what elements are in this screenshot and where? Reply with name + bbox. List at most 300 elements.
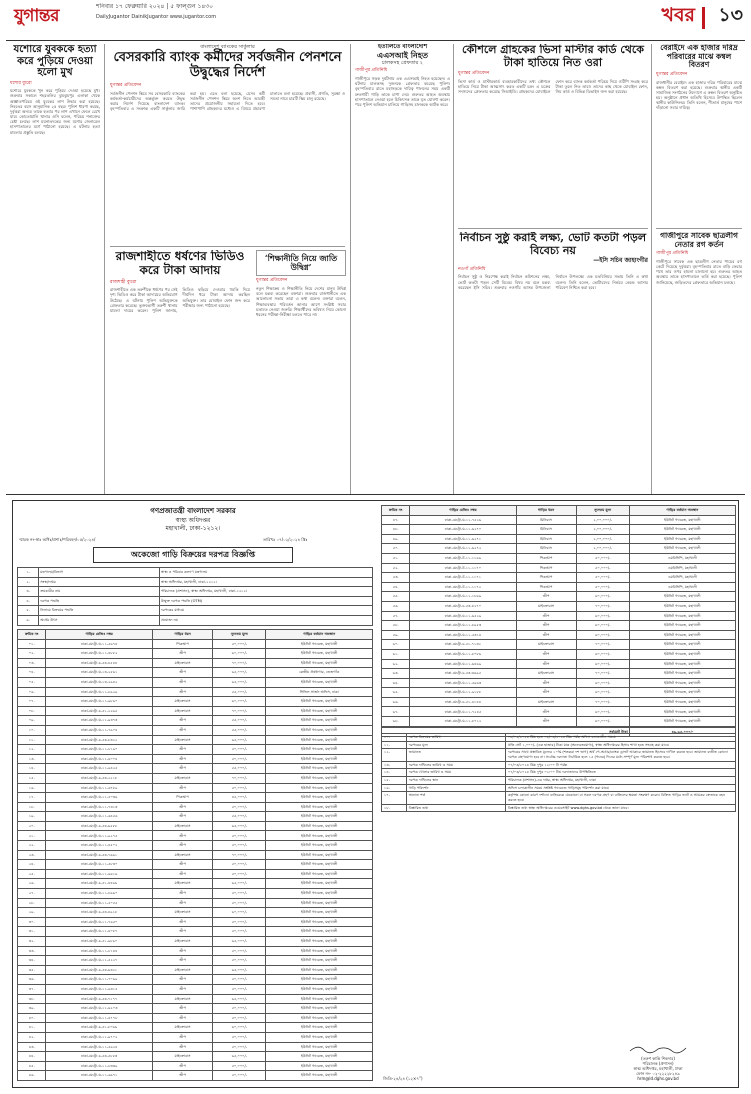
cell-n: ২৬. — [18, 879, 46, 889]
cell-price: ৬৫,০০০/- — [213, 937, 266, 947]
cell-n: ৪২. — [18, 1032, 46, 1042]
info-number: ২. — [18, 577, 39, 587]
subheadline: —ইসি সচিব জাহাংগীর — [593, 257, 648, 265]
article-rajshahi — [110, 250, 250, 490]
vehicle-list — [17, 629, 373, 1081]
cell-loc: ইউনিট গ্যারেজ, মহাখালী — [629, 630, 735, 640]
cell-price: ৫০,০০০/- — [213, 1032, 266, 1042]
cell-n: ৬০. — [382, 640, 410, 650]
cell-type: জীপ — [152, 860, 212, 870]
cell-reg: ঢাকা-মেট্রো-ঘ-১১-৭৩১৩ — [46, 802, 153, 812]
cell-price: ৬৫,০০০/- — [213, 677, 266, 687]
cell-type: মাইক্রোবাস — [152, 937, 212, 947]
terms-row — [382, 761, 736, 769]
cell-price: ৫০,০০০/- — [576, 553, 629, 563]
terms-key: দরপত্রের মূল্য — [406, 741, 505, 749]
cell-reg: ঢাকা-মেট্রো-ঘ-১১-৯৩১৫ — [46, 984, 153, 994]
article-body: গাজীপুরে সড়ক দুর্ঘটনায় এক এএসআই নিহত হয়েছেন। এ ঘটনায় চালকসহ দুজনকে গ্রেফতার করেছে পুলিশ। বৃহস্পতিবার রাতে মহাসড়কে দায়িত্ব পালনের সময় একটি দ্রুতগামী গাড়ি তাকে চাপা দেয়। গুরুতর আহত অবস্থায় হাসপাতালে নেওয়া হলে চিকিৎসক তাকে মৃত ঘোষণা করেন। পরে পুলিশ অভিযান চালিয়ে গাড়িসহ চালককে আটক করে। — [355, 75, 450, 107]
cell-type: মিনিবাস — [516, 544, 576, 554]
cell-price: ৫৫,০০০/- — [213, 764, 266, 774]
info-value: স্বাস্থ্য ও পরিবার কল্যাণ মন্ত্রণালয় — [159, 568, 372, 578]
total-label: সর্বমোট টাকা — [382, 727, 630, 737]
info-value: উন্মুক্ত দরপত্র পদ্ধতি (OTM) — [159, 596, 372, 606]
cell-price: ৬০,০০০/- — [576, 707, 629, 717]
cell-type: মাইক্রোবাস — [152, 735, 212, 745]
cell-price: ৬০,০০০/- — [576, 621, 629, 631]
cell-reg: ঢাকা-মেট্রো-ঘ-১১-৫০৫৫ — [46, 898, 153, 908]
cell-type: মিনিবাস — [516, 515, 576, 525]
cell-price: ৫০,০০০/- — [213, 917, 266, 927]
cell-type: মাইক্রোবাস — [152, 879, 212, 889]
byline: যুগান্তর প্রতিবেদন — [110, 83, 142, 89]
cell-n: ৩৬. — [18, 975, 46, 985]
info-grid — [17, 567, 373, 626]
cell-n: ৩৭. — [18, 984, 46, 994]
column-header: ন্যূনতম মূল্য — [213, 630, 266, 640]
cell-loc: ইউনিট গ্যারেজ, মহাখালী — [266, 802, 373, 812]
info-value: স্বাস্থ্য অধিদপ্তর, মহাখালী, ঢাকা-১২১২। — [159, 577, 372, 587]
table-row — [18, 946, 373, 956]
cell-n: ৫৯. — [382, 630, 410, 640]
cell-price: ৬০,০০০/- — [576, 592, 629, 602]
terms-value: বিস্তারিত তথ্য স্বাস্থ্য অধিদপ্তরের ওয়েবসাইট www.dghs.gov.bd থেকে জানা যাবে। — [505, 804, 735, 812]
cell-type: জীপ — [516, 611, 576, 621]
cell-loc: ইউনিট গ্যারেজ, মহাখালী — [266, 965, 373, 975]
table-row — [382, 534, 736, 544]
cell-n: ৫৫. — [382, 592, 410, 602]
table-row — [18, 802, 373, 812]
cell-type: জীপ — [152, 1042, 212, 1052]
cell-price: ৫০,০০০/- — [213, 860, 266, 870]
cell-n: ৪৩. — [18, 1042, 46, 1052]
table-row — [18, 1032, 373, 1042]
cell-loc: ইউনিট গ্যারেজ, মহাখালী — [266, 1023, 373, 1033]
cell-price: ৫৫,০০০/- — [213, 716, 266, 726]
terms-row — [382, 769, 736, 777]
article-blanket — [656, 44, 742, 224]
cell-reg: ঢাকা-মেট্রো-ট-১১-১১৭০ — [410, 563, 516, 573]
headline: এএসআই নিহত — [376, 49, 428, 60]
column-divider — [651, 44, 652, 494]
terms-value: অফিস চলাকালীন সময়ে সংশ্লিষ্ট গ্যারেজে গাড়িসমূহ পরিদর্শন করা যাবে। — [505, 784, 735, 792]
cell-n: ৫৬. — [382, 601, 410, 611]
cell-type: পিকআপ — [516, 573, 576, 583]
cell-loc: ইউনিট গ্যারেজ, মহাখালী — [266, 764, 373, 774]
cell-reg: ঢাকা-মেট্রো-ঘ-১১-৫০৩৬ — [46, 793, 153, 803]
cell-price: ৬০,০০০/- — [576, 611, 629, 621]
cell-type: জীপ — [516, 678, 576, 688]
cell-type: জীপ — [152, 956, 212, 966]
cell-n: ১৭. — [18, 793, 46, 803]
terms-key: দরপত্র বিক্রয়ের তারিখ — [406, 734, 505, 742]
table-row — [18, 917, 373, 927]
cell-price: ৬০,০০০/- — [576, 717, 629, 727]
terms-value: পরিচালক (প্রশাসন)-এর দপ্তর, স্বাস্থ্য অধিদপ্তর, মহাখালী, ঢাকা — [505, 777, 735, 785]
cell-type: মাইক্রোবাস — [516, 601, 576, 611]
info-key: ক্রয়কারীর নাম — [39, 587, 160, 597]
table-row — [18, 821, 373, 831]
cell-loc: ইউনিট গ্যারেজ, মহাখালী — [266, 994, 373, 1004]
cell-reg: ঢাকা-মেট্রো-ঘ-১১-৪৮৮২ — [46, 649, 153, 659]
cell-price: ৫৫,০০০/- — [213, 725, 266, 735]
cell-loc: ইউনিট গ্যারেজ, মহাখালী — [629, 640, 735, 650]
headline: রাজশাহীতে ধর্ষণের ভিডিও করে টাকা আদায় — [115, 250, 245, 277]
cell-loc: ইউনিট গ্যারেজ, মহাখালী — [266, 917, 373, 927]
cell-reg: ঢাকা-মেট্রো-চ-৫৩-৪৯১৮ — [46, 908, 153, 918]
cell-loc: ইউনিট গ্যারেজ, মহাখালী — [266, 1052, 373, 1062]
cell-price: ৫০,০০০/- — [213, 1061, 266, 1071]
table-row — [18, 956, 373, 966]
cell-n: ১৩. — [18, 754, 46, 764]
table-row — [18, 927, 373, 937]
cell-price: ৭০,০০০/- — [213, 850, 266, 860]
cell-reg: ঢাকা-মেট্রো-ঘ-১১-৬২৭১ — [410, 534, 516, 544]
headline: ‘শিক্ষানীতি নিয়ে জাতি উদ্বিগ্ন’ — [256, 250, 346, 276]
article-body: সর্বজনীন পেনশন স্কিমে সব বেসরকারি ব্যাংকের কর্মকর্তা-কর্মচারীদের অন্তর্ভুক্ত করতে উদ্বুদ্ধ করার নির্দেশ দিয়েছে বাংলাদেশ ব্যাংক। বৃহস্পতিবার এ সংক্রান্ত একটি সার্কুলার জারি করা হয়। এতে বলা হয়েছে, যেসব কর্মী সর্বজনীন পেনশন স্কিমে অংশ নিতে আগ্রহী তাদের প্রয়োজনীয় সহায়তা দিতে হবে। পাশাপাশি গ্রাহকদের মধ্যেও এ বিষয়ে প্রচারণা চালাতে বলা হয়েছে। প্রবাসী, প্রগতি, সুরক্ষা ও সমতা নামে চারটি স্কিম চালু রয়েছে। — [110, 90, 345, 112]
cell-n: ৬৮. — [382, 717, 410, 727]
cell-reg: ঢাকা-মেট্রো-ঘ-১১-৭৬৫০ — [46, 917, 153, 927]
cell-price: ৬০,০০০/- — [213, 908, 266, 918]
terms-key: জামানত — [406, 749, 505, 761]
cell-n: ৫৪. — [382, 582, 410, 592]
table-row — [18, 812, 373, 822]
table-row — [18, 649, 373, 659]
cell-reg: ঢাকা-মেট্রো-চ-৫৩-৫৮৫৩ — [46, 1052, 153, 1062]
table-row — [18, 735, 373, 745]
terms-key: গাড়ি পরিদর্শন — [406, 784, 505, 792]
cell-loc: ইউনিট গ্যারেজ, মহাখালী — [629, 697, 735, 707]
table-row — [382, 678, 736, 688]
signatory-org: স্বাস্থ্য অধিদপ্তর, মহাখালী, ঢাকা — [633, 1066, 683, 1071]
table-row — [18, 1013, 373, 1023]
cell-type: জীপ — [152, 764, 212, 774]
cell-loc: ইউনিট গ্যারেজ, মহাখালী — [266, 889, 373, 899]
info-key: সংস্থা/দপ্তর — [39, 577, 160, 587]
cell-reg: ঢাকা-মেট্রো-ট-১১-১১৭১ — [410, 573, 516, 583]
cell-n: ৪৮. — [382, 525, 410, 535]
cell-loc: ইউনিট গ্যারেজ, মহাখালী — [266, 754, 373, 764]
table-row — [382, 592, 736, 602]
cell-n: ৬৩. — [382, 669, 410, 679]
cell-reg: ঢাকা-মেট্রো-ঘ-১১-৯১৮৮ — [410, 688, 516, 698]
headline: কৌশলে গ্রাহকের ভিসা মাস্টার কার্ড থেকে টাকা হাতিয়ে নিত ওরা — [462, 44, 644, 69]
cell-loc: ইউনিট গ্যারেজ, মহাখালী — [266, 783, 373, 793]
table-row — [18, 850, 373, 860]
cell-n: ৩৫. — [18, 965, 46, 975]
terms-value: দরপত্রের সাথে প্রস্তাবিত মূল্যের ১০% (শতকরা দশ ভাগ) অর্থ পে-অর্ডার/ব্যাংক ড্রাফট আকারে জামানত হিসেবে দাখিল করতে হবে। জামানত ব্যতীত কোনো দরপত্র গ্রহণযোগ্য হবে না। সর্বোচ্চ দরদাতা নির্বাচিত হলে ১৫ (পনের) দিনের মধ্যে সম্পূর্ণ মূল্য পরিশোধ করতে হবে। — [505, 749, 735, 761]
cell-loc: ইউনিট গ্যারেজ, মহাখালী — [266, 908, 373, 918]
table-row — [382, 601, 736, 611]
terms-key: দরপত্র দাখিলের স্থান — [406, 777, 505, 785]
column-header: গাড়ির ধরন — [516, 506, 576, 516]
cell-n: ০৮. — [18, 706, 46, 716]
cell-type: জীপ — [516, 649, 576, 659]
cell-n: ৩৩. — [18, 946, 46, 956]
cell-reg: ঢাকা-মেট্রো-চ-৫৩-৬৩২১ — [46, 965, 153, 975]
cell-type: মাইক্রোবাস — [152, 994, 212, 1004]
cell-loc: ইউনিট গ্যারেজ, মহাখালী — [266, 898, 373, 908]
cell-price: ৬৫,০০০/- — [213, 879, 266, 889]
cell-loc: ইউনিট গ্যারেজ, মহাখালী — [266, 677, 373, 687]
cell-loc: ইউনিট গ্যারেজ, মহাখালী — [629, 601, 735, 611]
divider — [656, 228, 742, 229]
column-divider — [104, 44, 105, 494]
cell-loc: ইউনিট গ্যারেজ, মহাখালী — [266, 879, 373, 889]
cell-loc: ইউনিট গ্যারেজ, মহাখালী — [266, 793, 373, 803]
cell-reg: ঢাকা-মেট্রো-ঘ-১১-৯৪২৫ — [46, 764, 153, 774]
cell-n: ১৪. — [18, 764, 46, 774]
cell-type: জীপ — [152, 975, 212, 985]
vehicle-list — [381, 505, 736, 727]
divider — [458, 228, 648, 229]
cell-type: জীপ — [516, 707, 576, 717]
cell-n: ৪৭. — [382, 515, 410, 525]
terms-number: ১৩. — [382, 761, 407, 769]
cell-loc: ইউনিট গ্যারেজ, মহাখালী — [266, 1032, 373, 1042]
cell-reg: ঢাকা-মেট্রো-ঘ-১১-৬২০৩ — [46, 1004, 153, 1014]
cell-loc: ইউনিট গ্যারেজ, মহাখালী — [266, 831, 373, 841]
article-education — [256, 250, 346, 490]
article-jessore — [10, 44, 100, 490]
cell-type: পিকআপ — [516, 582, 576, 592]
cell-reg: ঢাকা-মেট্রো-ঘ-১১-৮৩৩৯ — [46, 1061, 153, 1071]
cell-n: ৫৭. — [382, 611, 410, 621]
cell-loc: ইউনিট গ্যারেজ, মহাখালী — [629, 649, 735, 659]
cell-loc: কেন্দ্রীয় ঔষধাগার, তেজগাঁও — [266, 668, 373, 678]
table-row — [382, 659, 736, 669]
signatory-email[interactable]: hrm@ld.dghs.gov.bd — [637, 1076, 679, 1081]
cell-price: ৭০,০০০/- — [576, 669, 629, 679]
issue-date: শনিবার ১৭ ফেব্রুয়ারি ২০২৪ | ৫ ফাল্গুন ১৪৩০ — [96, 3, 214, 10]
article-body: ভিসা কার্ড ও মাস্টারকার্ড ব্যবহারকারীদের তথ্য কৌশলে হাতিয়ে নিয়ে টাকা আত্মসাৎ করত একটি চক্র। এ চক্রের সদস্যদের গ্রেফতার করেছে সিআইডি। গ্রাহকদের মোবাইলে ফোন করে ব্যাংক কর্মকর্তা পরিচয় দিয়ে ওটিপি সংগ্রহ করে টাকা তুলে নিত তারা। তাদের কাছ থেকে মোবাইল ফোন, সিম কার্ড ও বিভিন্ন ডিভাইস জব্দ করা হয়েছে। — [458, 78, 648, 95]
info-number: ৫. — [18, 606, 39, 616]
cell-loc: ইউনিট গ্যারেজ, মহাখালী — [629, 669, 735, 679]
cell-reg: ঢাকা-মেট্রো-ঘ-১১-৬৪৫৬ — [46, 812, 153, 822]
cell-loc: ইউনিট গ্যারেজ, মহাখালী — [629, 717, 735, 727]
info-number: ১. — [18, 568, 39, 578]
cell-loc: ইউনিট গ্যারেজ, মহাখালী — [266, 649, 373, 659]
cell-reg: ঢাকা-মেট্রো-ঘ-১১-৬৫২৯ — [410, 611, 516, 621]
cell-loc: ইউনিট গ্যারেজ, মহাখালী — [629, 515, 735, 525]
table-row — [18, 773, 373, 783]
table-row — [18, 1023, 373, 1033]
table-row — [382, 563, 736, 573]
cell-loc: ইউনিট গ্যারেজ, মহাখালী — [266, 1013, 373, 1023]
column-header: গাড়ির ধরন — [152, 630, 212, 640]
cell-loc: ইউনিট গ্যারেজ, মহাখালী — [266, 716, 373, 726]
social-links[interactable]: DailyJugantor DainikJugantor www.jugantor.com — [96, 14, 217, 20]
table-row — [18, 687, 373, 697]
cell-loc: ইউনিট গ্যারেজ, মহাখালী — [629, 707, 735, 717]
table-row — [382, 640, 736, 650]
cell-loc: ইউনিট গ্যারেজ, মহাখালী — [266, 658, 373, 668]
cell-price: ৬০,০০০/- — [213, 649, 266, 659]
cell-price: ৬০,০০০/- — [213, 1023, 266, 1033]
cell-reg: ঢাকা-মেট্রো-ঘ-১১-৯২৭৫ — [46, 831, 153, 841]
info-key: নিলামে বিক্রয়ের পদ্ধতি — [39, 606, 160, 616]
signatory-phone: ফোন নং- ০২-২২২২৮২৪৯ — [636, 1071, 680, 1076]
cell-reg: ঢাকা-মেট্রো-ঘ-১১-৬২৭২ — [410, 544, 516, 554]
terms-row — [382, 804, 736, 812]
table-row — [18, 1004, 373, 1014]
info-number: ৩. — [18, 587, 39, 597]
terms-value: ০৮/০২/২০২৪ খ্রিঃ হতে ০৬/০৩/২০২৪ খ্রিঃ পর্যন্ত অফিস চলাকালীন সময়ে — [505, 734, 735, 742]
cell-n: ০৬. — [18, 687, 46, 697]
table-row — [18, 841, 373, 851]
cell-n: ৫১. — [382, 553, 410, 563]
cell-price: ৫০,০০০/- — [213, 889, 266, 899]
cell-price: ৫০,০০০/- — [213, 984, 266, 994]
cell-reg: ঢাকা-মেট্রো-চ-৫৩-৪২৭০ — [410, 601, 516, 611]
cell-type: জীপ — [516, 717, 576, 727]
cell-n: ৩১. — [18, 927, 46, 937]
cell-type: মাইক্রোবাস — [152, 908, 212, 918]
cell-loc: এমবিসিপি, মহাখালী — [629, 553, 735, 563]
info-row — [18, 577, 373, 587]
table-row — [18, 706, 373, 716]
terms-number: ১৫. — [382, 777, 407, 785]
cell-type: জীপ — [152, 946, 212, 956]
cell-price: ৫০,০০০/- — [213, 1071, 266, 1081]
table-row — [18, 889, 373, 899]
info-table — [17, 567, 373, 626]
cell-loc: ইউনিট গ্যারেজ, মহাখালী — [266, 639, 373, 649]
cell-type: জীপ — [152, 687, 212, 697]
divider — [702, 7, 705, 29]
info-row — [18, 587, 373, 597]
article-asi — [355, 44, 450, 490]
cell-reg: ঢাকা-মেট্রো-ঘ-১১-৬০৮৭ — [46, 927, 153, 937]
cell-price: ২,০০,০০০/- — [576, 544, 629, 554]
cell-type: জীপ — [152, 917, 212, 927]
cell-reg: ঢাকা-মেট্রো-ঘ-১১-৬৯৭১ — [46, 1071, 153, 1081]
cell-reg: ঢাকা-মেট্রো-ঘ-১১-৯৭০২ — [46, 1032, 153, 1042]
cell-price: ৫০,০০০/- — [213, 1004, 266, 1014]
cell-reg: ঢাকা-মেট্রো-চ-৫১-৪৪৬৬ — [46, 879, 153, 889]
cell-n: ৬১. — [382, 649, 410, 659]
cell-type: জীপ — [516, 688, 576, 698]
cell-reg: ঢাকা-মেট্রো-ঘ-১১-৮৯৬০ — [46, 889, 153, 899]
terms-table — [381, 733, 736, 1025]
byline: গাজীপুর প্রতিনিধি — [656, 251, 689, 257]
table-row — [382, 707, 736, 717]
cell-reg: ঢাকা-মেট্রো-চ-৫১-৪১৪৪ — [410, 697, 516, 707]
cell-reg: ঢাকা-মেট্রো-ঘ-১১-৪৭৭৮ — [46, 1013, 153, 1023]
cell-price: ৫০,০০০/- — [576, 563, 629, 573]
cell-n: ৪৫. — [18, 1061, 46, 1071]
info-key: দরপত্র পদ্ধতি — [39, 596, 160, 606]
cell-n: ০১. — [18, 639, 46, 649]
cell-loc: এমবিসিপি, মহাখালী — [629, 573, 735, 583]
table-row — [18, 639, 373, 649]
terms-key: অন্যান্য শর্ত — [406, 792, 505, 804]
gov-name: গণপ্রজাতন্ত্রী বাংলাদেশ সরকার — [150, 507, 236, 515]
cell-loc: ইউনিট গ্যারেজ, মহাখালী — [266, 812, 373, 822]
terms-row — [382, 784, 736, 792]
cell-type: জীপ — [152, 841, 212, 851]
column-header: গাড়ির রেজিঃ নম্বর — [410, 506, 516, 516]
table-row — [18, 764, 373, 774]
cell-type: মাইক্রোবাস — [152, 1052, 212, 1062]
cell-price: ৫০,০০০/- — [213, 1042, 266, 1052]
cell-loc: ইউনিট গ্যারেজ, মহাখালী — [266, 850, 373, 860]
table-row — [18, 754, 373, 764]
subheadline: চালকসহ গ্রেফতার ২ — [381, 60, 424, 67]
kicker: ইতালিতে বাংলাদেশি — [377, 44, 428, 50]
cell-type: মাইক্রোবাস — [152, 706, 212, 716]
cell-reg: ঢাকা-মেট্রো-চ-৫১-৮০৬৬ — [46, 1023, 153, 1033]
gd-number: জিডি-২৪/২৪ (১২×৭”) — [383, 1076, 423, 1081]
cell-price: ৬৫,০০০/- — [213, 965, 266, 975]
table-row — [18, 793, 373, 803]
cell-loc: ইউনিট গ্যারেজ, মহাখালী — [266, 1071, 373, 1081]
article-body: যশোরে যুবককে খুন করে পুড়িয়ে দেওয়া হয়েছে মুখ। শুক্রবার সকালে শহরতলির ঝুমঝুমপুর এলাকা থেকে অজ্ঞাতপরিচয় ওই যুবকের লাশ উদ্ধার করা হয়েছে। নিহতের বয়স আনুমানিক ২৫ বছর। পুলিশ ধারণা করছে, দুর্বৃত্তরা অন্যত্র তাকে হত্যার পর লাশ এখানে ফেলে রেখে যায়। কোতোয়ালি থানার ওসি বলেন, পরিচয় শনাক্তের চেষ্টা চলছে। লাশ ময়নাতদন্তের জন্য যশোর জেনারেল হাসপাতালের মর্গে পাঠানো হয়েছে। এ ঘটনায় হত্যা মামলার প্রস্তুতি চলছে। — [10, 88, 100, 135]
cell-loc: ইউনিট গ্যারেজ, মহাখালী — [266, 821, 373, 831]
cell-price: ৬৫,০০০/- — [213, 735, 266, 745]
signature-block — [588, 1043, 728, 1081]
cell-price: ৫০,০০০/- — [576, 573, 629, 583]
terms-row — [382, 777, 736, 785]
cell-loc: ইউনিট গ্যারেজ, মহাখালী — [266, 697, 373, 707]
terms-value: কর্তৃপক্ষ কোনো কারণ দর্শানো ব্যতিরেকে যেকোনো বা সকল দরপত্র গ্রহণ বা বাতিলের ক্ষমতা সংরক্ষণ করেন। বিক্রিত গাড়ির ভ্যাট ও আয়কর ক্রেতাকে বহন করতে হবে। — [505, 792, 735, 804]
cell-price: ৬৫,০০০/- — [213, 1052, 266, 1062]
cell-n: ৫০. — [382, 544, 410, 554]
table-row — [382, 688, 736, 698]
cell-reg: ঢাকা-মেট্রো-ঘ-১১-৫৬২৪ — [46, 1042, 153, 1052]
cell-price: ৬৫,০০০/- — [213, 668, 266, 678]
cell-type: জীপ — [152, 984, 212, 994]
cell-type: পিকআপ — [152, 639, 212, 649]
terms-key: বিস্তারিত তথ্য — [406, 804, 505, 812]
cell-reg: ঢাকা-মেট্রো-ঘ-১১-৮৭১২ — [410, 717, 516, 727]
cell-n: ১১. — [18, 735, 46, 745]
column-divider — [453, 44, 454, 494]
cell-n: ০৫. — [18, 677, 46, 687]
terms-value: ০৭/০৩/২০২৪ খ্রিঃ দুপুর ০২:০০ টায় দরদাতাদের উপস্থিতিতে — [505, 769, 735, 777]
cell-reg: ঢাকা-মেট্রো-ঘ-১১-৬২৭০ — [410, 525, 516, 535]
cell-n: ৬৫. — [382, 688, 410, 698]
table-row — [382, 649, 736, 659]
cell-reg: ঢাকা-মেট্রো-ট-১১-১১৬৯ — [410, 553, 516, 563]
table-row — [18, 668, 373, 678]
table-row — [18, 716, 373, 726]
byline: যুগান্তর প্রতিবেদন — [656, 71, 688, 77]
cell-price: ৭০,০০০/- — [213, 658, 266, 668]
cell-loc: ইউনিট গ্যারেজ, মহাখালী — [266, 735, 373, 745]
table-row — [18, 697, 373, 707]
cell-reg: ঢাকা-মেট্রো-ঘ-১১-৫৮৩০ — [46, 860, 153, 870]
cell-type: মাইক্রোবাস — [516, 697, 576, 707]
cell-reg: ঢাকা-মেট্রো-ঘ-১১-৯৮৯০ — [46, 697, 153, 707]
cell-price: ৫০,০০০/- — [213, 927, 266, 937]
table-row — [382, 573, 736, 583]
cell-n: ০৯. — [18, 716, 46, 726]
cell-price: ৪৫,০০০/- — [213, 793, 266, 803]
cell-n: ৬৬. — [382, 697, 410, 707]
cell-reg: ঢাকা-মেট্রো-চ-৫৩-৭৬৯১ — [46, 850, 153, 860]
newspaper-logo: যুগান্তর — [14, 6, 59, 26]
cell-loc: ইউনিট গ্যারেজ, মহাখালী — [629, 544, 735, 554]
cell-loc: ইউনিট গ্যারেজ, মহাখালী — [266, 706, 373, 716]
cell-type: জীপ — [152, 1032, 212, 1042]
cell-n: ২৩. — [18, 850, 46, 860]
cell-type: মাইক্রোবাস — [516, 640, 576, 650]
cell-type: মিনিবাস — [516, 534, 576, 544]
terms-number: ১৪. — [382, 769, 407, 777]
cell-price: ৬৫,০০০/- — [213, 821, 266, 831]
page-number: ১৩ — [718, 4, 743, 26]
cell-reg: ঢাকা-মেট্রো-চ-৫৩-৪৫৪৪ — [46, 658, 153, 668]
